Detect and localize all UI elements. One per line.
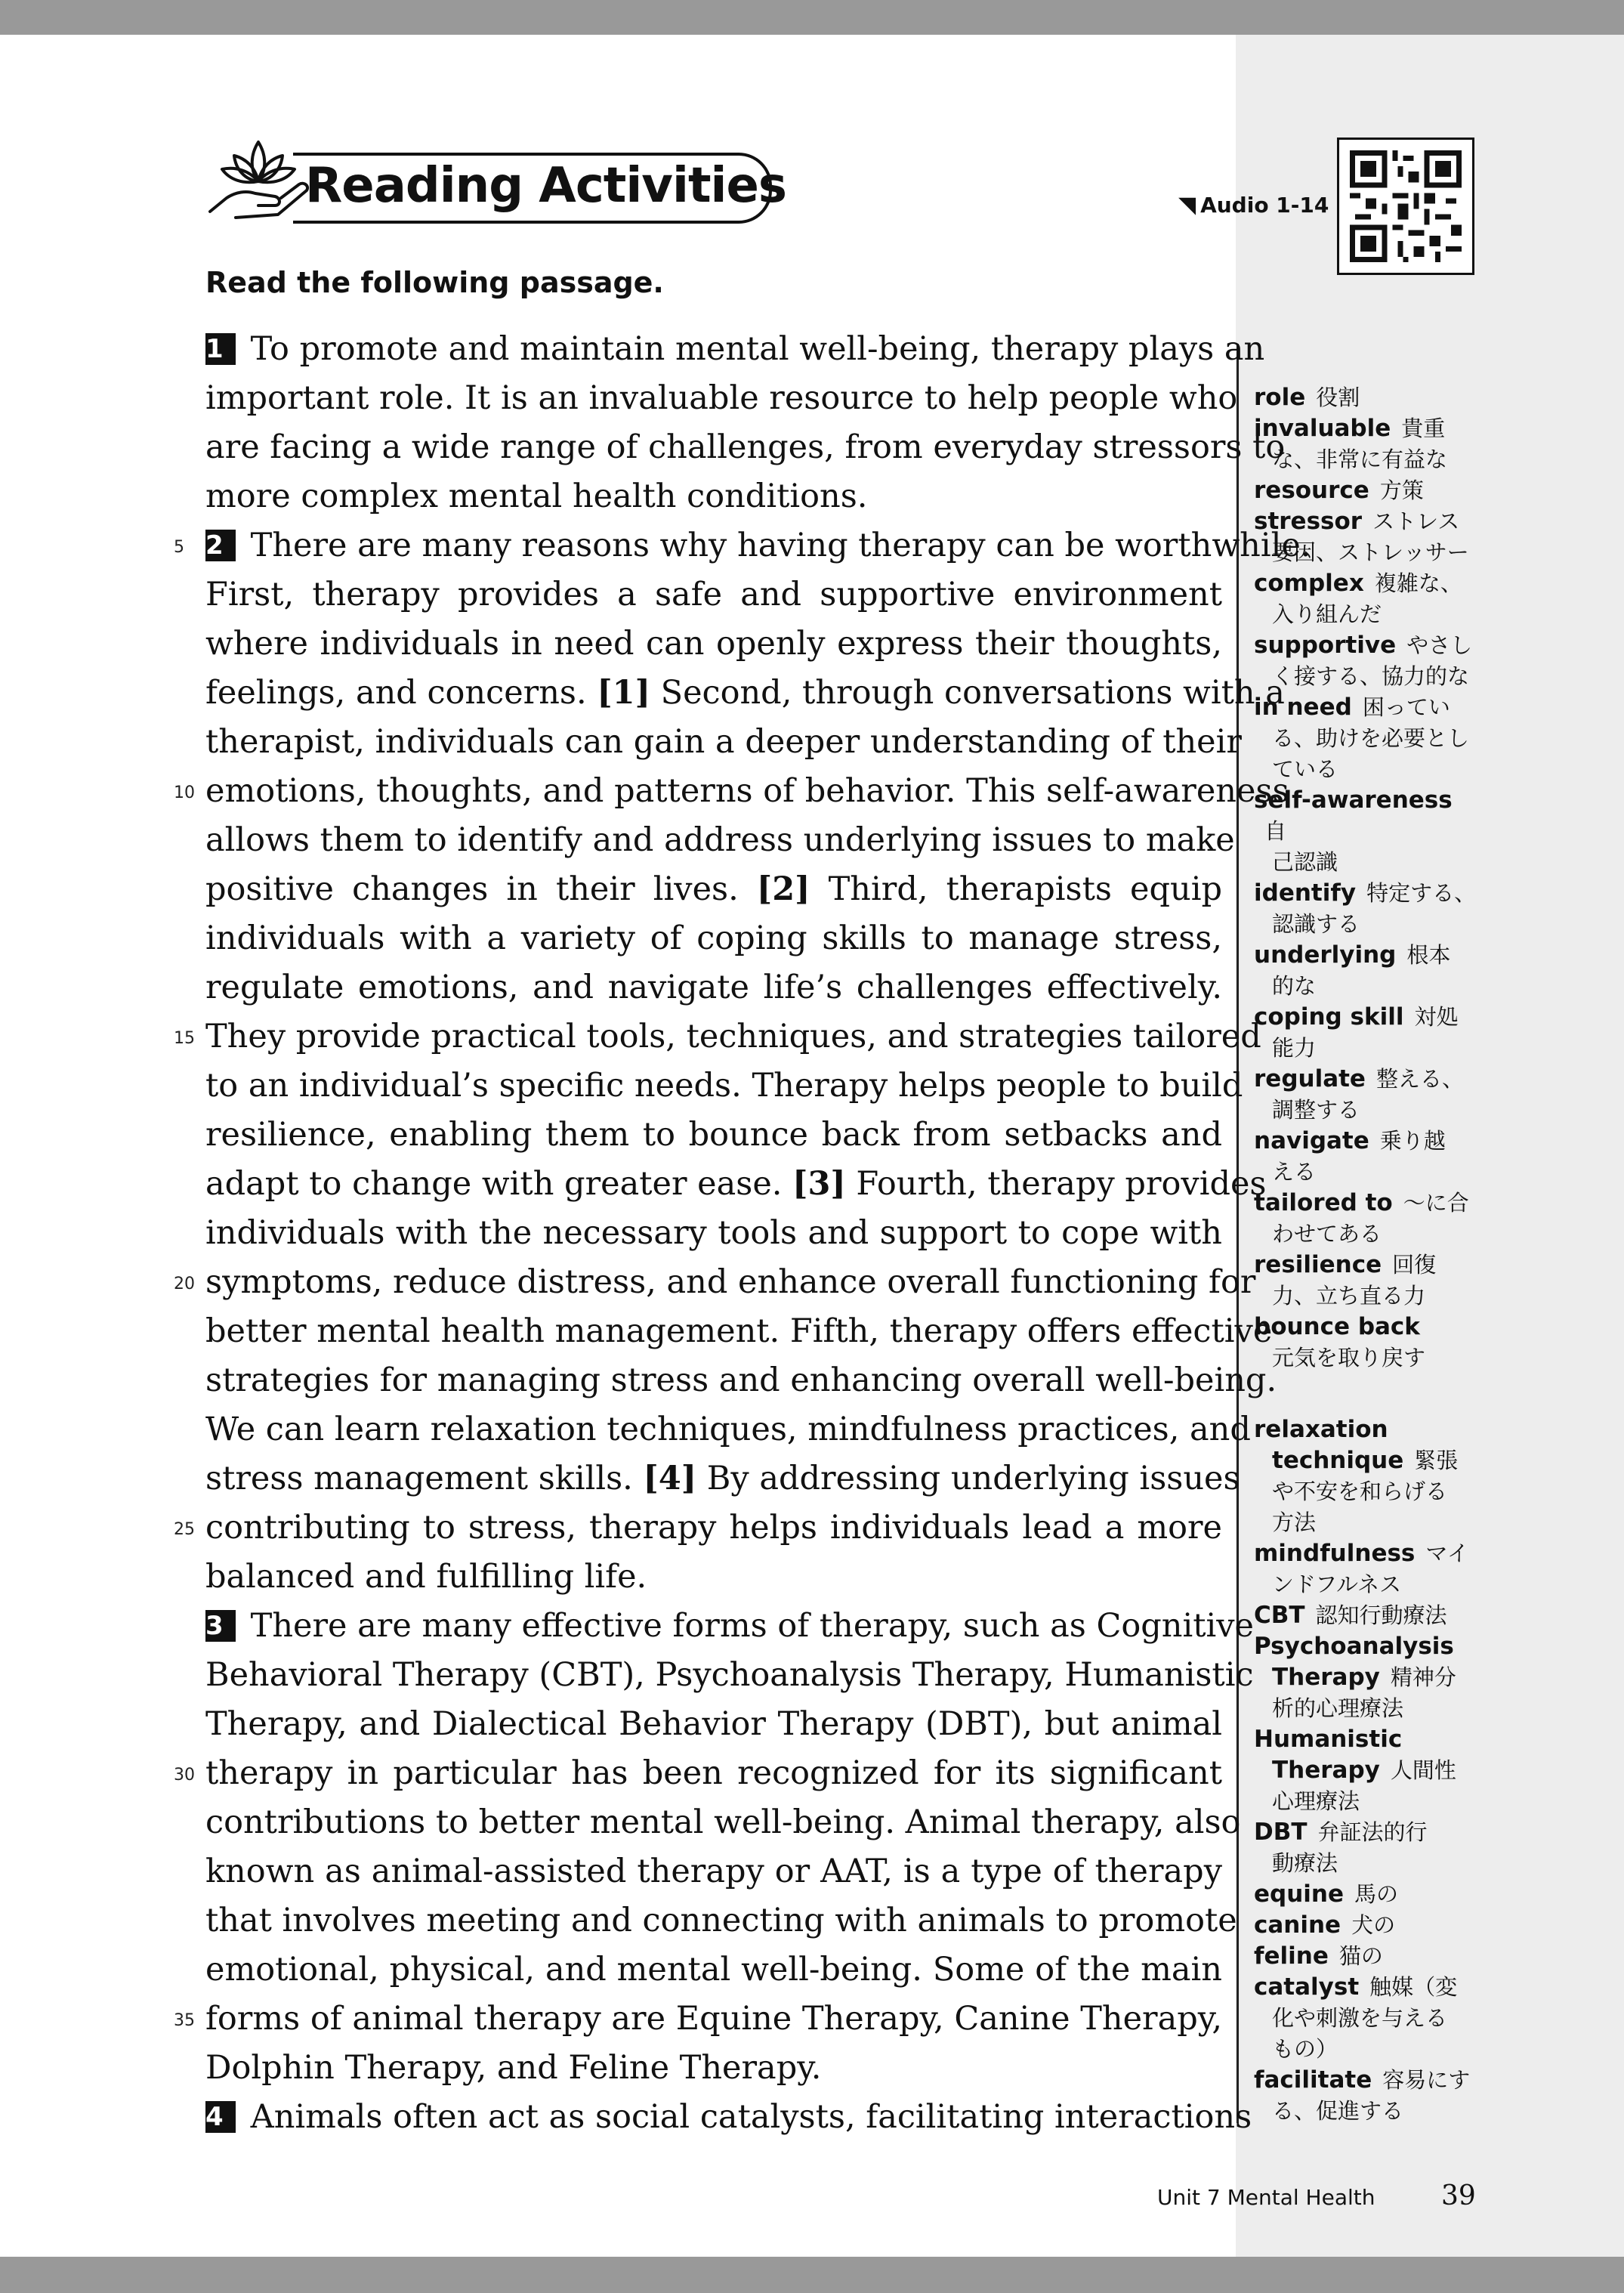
glossary-gloss: 方策: [1379, 477, 1424, 503]
passage-line: [205, 669, 1285, 718]
glossary-term: DBT: [1254, 1819, 1308, 1846]
glossary-gloss-continued: 要因、ストレッサー: [1272, 539, 1469, 565]
passage-text: regulate emotions, and navigate life’s challenges effectively.: [205, 969, 1222, 1006]
paragraph-number: 1: [205, 333, 236, 365]
passage-line: [205, 1209, 1222, 1258]
glossary-gloss-continued: ンドフルネス: [1272, 1571, 1402, 1597]
passage-line: [205, 1651, 1254, 1700]
glossary-gloss: 困ってい: [1362, 694, 1450, 720]
insertion-marker: [1]: [597, 674, 650, 712]
glossary-term: relaxation: [1254, 1416, 1388, 1443]
glossary-gloss-continued: 能力: [1272, 1035, 1317, 1061]
glossary-term: Humanistic: [1254, 1726, 1403, 1753]
glossary-entry: [1254, 1250, 1480, 1312]
passage-text: feelings, and concerns.: [205, 674, 597, 712]
glossary-gloss: 根本: [1406, 942, 1451, 968]
glossary-term: Psychoanalysis: [1254, 1633, 1454, 1660]
instruction: Read the following passage.: [205, 266, 664, 299]
insertion-marker: [4]: [643, 1460, 697, 1497]
glossary-term: resilience: [1254, 1251, 1382, 1278]
audio-label[interactable]: [1178, 192, 1329, 218]
passage-text: To promote and maintain mental well-being, therapy plays an: [240, 330, 1265, 368]
line-number: 20: [174, 1275, 195, 1293]
glossary-term: stressor: [1254, 508, 1363, 535]
passage-text: emotions, thoughts, and patterns of behavior. This self-awareness: [205, 772, 1289, 810]
passage-text: symptoms, reduce distress, and enhance overall functioning for: [205, 1263, 1256, 1301]
qr-code-icon: [1350, 150, 1462, 262]
passage-line: [205, 570, 1222, 620]
passage-line: [205, 1798, 1241, 1847]
glossary-term: role: [1254, 384, 1306, 411]
glossary-gloss: 回復: [1392, 1252, 1437, 1278]
passage-text: contributing to stress, therapy helps individuals lead a more: [205, 1509, 1222, 1547]
passage-text: more complex mental health conditions.: [205, 477, 868, 515]
passage-text: are facing a wide range of challenges, from everyday stressors to: [205, 428, 1286, 466]
glossary-term: facilitate: [1254, 2066, 1372, 2094]
glossary-term: CBT: [1254, 1602, 1305, 1629]
passage-line: [205, 1307, 1273, 1356]
insertion-marker: [2]: [756, 870, 810, 908]
passage-text: to an individual’s specific needs. Therapy helps people to build: [205, 1067, 1243, 1105]
glossary-term: identify: [1254, 879, 1357, 907]
line-number: 5: [174, 538, 184, 557]
glossary-term: underlying: [1254, 941, 1397, 969]
passage-text: By addressing underlying issues: [696, 1460, 1240, 1497]
passage-text: There are many reasons why having therapy can be worthwhile.: [240, 527, 1311, 564]
glossary-gloss: 特定する、: [1366, 880, 1477, 906]
passage-line: [205, 1700, 1222, 1749]
glossary-entry: [1254, 1817, 1480, 1879]
glossary-term-continued: [1254, 1662, 1480, 1693]
passage-line: [205, 1111, 1222, 1160]
passage-text: Animals often act as social catalysts, facilitating interactions: [240, 2098, 1252, 2136]
glossary-gloss-continued: る、促進する: [1272, 2098, 1404, 2124]
passage-line: [205, 521, 1311, 570]
glossary-gloss: 猫の: [1338, 1943, 1383, 1969]
glossary-term: catalyst: [1254, 1973, 1360, 2001]
line-number: 25: [174, 1520, 195, 1539]
glossary-term-continued: [1254, 1445, 1480, 1476]
passage-text: individuals with a variety of coping skills to manage stress,: [205, 919, 1222, 957]
passage-text: therapy in particular has been recognized for its significant: [205, 1754, 1222, 1792]
glossary-gloss: 整える、: [1375, 1066, 1464, 1092]
passage-line: [205, 767, 1289, 816]
passage-line: [205, 1454, 1240, 1503]
glossary-entry: [1254, 630, 1480, 692]
glossary-gloss-continued: 認識する: [1272, 911, 1360, 937]
glossary-entry: [1254, 940, 1480, 1002]
glossary-gloss: 容易にす: [1382, 2067, 1471, 2093]
glossary-term: invaluable: [1254, 415, 1391, 442]
glossary-term: regulate: [1254, 1065, 1366, 1092]
section-title: Reading Activities: [305, 158, 786, 214]
glossary-gloss: 〜に合: [1403, 1190, 1469, 1216]
passage-line: [205, 963, 1222, 1012]
glossary-list-lower: [1254, 1414, 1480, 2127]
glossary-gloss-continued: 入り組んだ: [1272, 601, 1382, 627]
glossary-gloss-continued: もの）: [1272, 2036, 1338, 2062]
glossary-term: canine: [1254, 1911, 1341, 1939]
glossary-entry: [1254, 785, 1480, 878]
glossary-gloss: 複雑な、: [1374, 570, 1462, 596]
glossary-gloss: 人間性: [1390, 1757, 1456, 1783]
passage-text: important role. It is an invaluable resource to help people who: [205, 379, 1238, 417]
glossary-gloss-continued: える: [1272, 1159, 1317, 1185]
passage-text: stress management skills.: [205, 1460, 644, 1497]
passage-text: Behavioral Therapy (CBT), Psychoanalysis Therapy, Humanistic: [205, 1656, 1254, 1694]
glossary-gloss: 貴重: [1401, 416, 1446, 441]
passage-text: We can learn relaxation techniques, mindfulness practices, and: [205, 1411, 1251, 1448]
glossary-gloss: 弁証法的行: [1317, 1819, 1428, 1845]
passage-text: contributions to better mental well-being. Animal therapy, also: [205, 1803, 1241, 1841]
passage-line: [205, 1356, 1277, 1405]
line-number: 10: [174, 783, 195, 802]
glossary-gloss: 乗り越: [1379, 1128, 1446, 1154]
glossary-gloss: 馬の: [1354, 1881, 1399, 1907]
passage-line: [205, 1012, 1261, 1062]
paragraph-number: 2: [205, 530, 236, 561]
glossary-gloss-continued: や不安を和らげる: [1272, 1479, 1448, 1504]
passage-line: [205, 1995, 1222, 2044]
glossary-entry: [1254, 475, 1480, 506]
glossary-entry: [1254, 1972, 1480, 2065]
glossary-list: [1254, 382, 1480, 1374]
glossary-gloss: 認知行動療法: [1315, 1602, 1447, 1628]
glossary-gloss: 精神分: [1390, 1664, 1456, 1690]
passage-line: [205, 1896, 1237, 1945]
glossary-entry: [1254, 1631, 1480, 1724]
paragraph-number: 4: [205, 2101, 236, 2133]
passage-line: [205, 472, 1222, 521]
glossary-gloss-continued: 力、立ち直る力: [1272, 1283, 1426, 1309]
page-number: 39: [1441, 2180, 1476, 2211]
passage-text: emotional, physical, and mental well-being. Some of the main: [205, 1951, 1222, 1989]
glossary-entry: [1254, 382, 1480, 413]
line-number: 30: [174, 1766, 195, 1785]
glossary-entry: [1254, 1724, 1480, 1817]
glossary-term-part: Therapy: [1272, 1757, 1380, 1784]
glossary-gloss-continued: 元気を取り戻す: [1272, 1345, 1426, 1371]
glossary-divider: [1237, 344, 1239, 2123]
bottom-bar: [0, 2257, 1624, 2293]
glossary-entry: [1254, 1002, 1480, 1064]
glossary-gloss: マイ: [1425, 1541, 1469, 1566]
passage-text: They provide practical tools, techniques, and strategies tailored: [205, 1018, 1261, 1055]
line-number: 35: [174, 2011, 195, 2030]
qr-code[interactable]: [1337, 138, 1474, 275]
passage-text: adapt to change with greater ease.: [205, 1165, 793, 1203]
passage-text: positive changes in their lives.: [205, 870, 757, 908]
glossary-entry: [1254, 1879, 1480, 1910]
passage-line: [205, 816, 1235, 865]
glossary-term: feline: [1254, 1942, 1329, 1970]
paragraph-number: 3: [205, 1610, 236, 1642]
glossary-term: complex: [1254, 570, 1364, 597]
passage-line: [205, 865, 1222, 914]
passage-text: that involves meeting and connecting with animals to promote: [205, 1902, 1237, 1939]
passage-text: better mental health management. Fifth, therapy offers effective: [205, 1312, 1273, 1350]
passage-text: where individuals in need can openly express their thoughts,: [205, 625, 1222, 663]
footer-unit: Unit 7 Mental Health: [1157, 2185, 1375, 2210]
glossary-entry: [1254, 1064, 1480, 1126]
passage-text: Third, therapists equip: [810, 870, 1222, 908]
glossary-term: mindfulness: [1254, 1540, 1416, 1567]
passage-text: There are many effective forms of therapy, such as Cognitive: [240, 1607, 1255, 1645]
passage-text: Second, through conversations with a: [650, 674, 1285, 712]
glossary-term: equine: [1254, 1880, 1345, 1908]
passage-text: strategies for managing stress and enhancing overall well-being.: [205, 1361, 1277, 1399]
passage-line: [205, 2093, 1252, 2142]
glossary-term-part: technique: [1272, 1447, 1404, 1474]
passage-line: [205, 1405, 1251, 1454]
glossary-gloss-continued: 析的心理療法: [1272, 1695, 1404, 1721]
glossary-entry: [1254, 1600, 1480, 1631]
glossary-term: bounce back: [1254, 1313, 1420, 1340]
glossary-entry: [1254, 1126, 1480, 1188]
glossary-entry: [1254, 1538, 1480, 1600]
glossary-entry: [1254, 1312, 1480, 1374]
glossary-entry: [1254, 1941, 1480, 1972]
audio-icon: ◥: [1178, 192, 1196, 218]
passage-text: allows them to identify and address underlying issues to make: [205, 821, 1235, 859]
glossary-term: navigate: [1254, 1127, 1369, 1154]
section-header: [205, 136, 795, 227]
glossary-gloss-continued: 心理療法: [1272, 1788, 1360, 1814]
glossary-term: tailored to: [1254, 1189, 1393, 1216]
glossary-gloss: やさし: [1406, 632, 1473, 658]
passage-line: [205, 1847, 1222, 1896]
passage-line: [205, 718, 1242, 767]
glossary-gloss: 対処: [1414, 1004, 1459, 1030]
passage-line: [205, 1553, 1222, 1602]
passage-text: Therapy, and Dialectical Behavior Therapy (DBT), but animal: [205, 1705, 1222, 1743]
glossary-entry: [1254, 878, 1480, 940]
top-bar: [0, 0, 1624, 35]
passage-text: First, therapy provides a safe and supportive environment: [205, 576, 1222, 613]
passage-line: [205, 1258, 1256, 1307]
passage-text: individuals with the necessary tools and support to cope with: [205, 1214, 1222, 1252]
glossary-entry: [1254, 2065, 1480, 2127]
passage-text: therapist, individuals can gain a deeper understanding of their: [205, 723, 1242, 761]
glossary-gloss-continued: 調整する: [1272, 1097, 1360, 1123]
glossary-term: supportive: [1254, 632, 1397, 659]
glossary-entry: [1254, 413, 1480, 475]
glossary-entry: [1254, 1188, 1480, 1250]
insertion-marker: [3]: [792, 1165, 846, 1203]
glossary-gloss: 役割: [1316, 385, 1360, 410]
passage-text: forms of animal therapy are Equine Therapy, Canine Therapy,: [205, 2000, 1222, 2038]
glossary-gloss-continued: 化や刺激を与える: [1272, 2005, 1448, 2031]
passage-line: [205, 620, 1222, 669]
glossary-term: self-awareness: [1254, 786, 1453, 814]
glossary-gloss-continued: 的な: [1272, 973, 1317, 999]
glossary-gloss: 触媒（変: [1369, 1974, 1458, 2000]
glossary-entry: [1254, 1414, 1480, 1538]
passage-line: [205, 914, 1222, 963]
passage-text: Dolphin Therapy, and Feline Therapy.: [205, 2049, 822, 2087]
passage-line: [205, 374, 1238, 423]
passage-text: Fourth, therapy provides: [845, 1165, 1267, 1203]
glossary-entry: [1254, 506, 1480, 568]
passage-line: [205, 1945, 1222, 1995]
passage-line: [205, 2044, 1222, 2093]
line-number: 15: [174, 1029, 195, 1048]
glossary-gloss: 緊張: [1414, 1448, 1459, 1473]
glossary-gloss: 犬の: [1351, 1912, 1396, 1938]
passage-line: [205, 423, 1286, 472]
glossary-term: resource: [1254, 477, 1369, 504]
glossary-gloss: ストレス: [1372, 508, 1460, 534]
glossary-gloss-continued: る、助けを必要とし: [1272, 725, 1470, 751]
glossary-gloss-continued: ている: [1272, 756, 1338, 782]
glossary-term: coping skill: [1254, 1003, 1404, 1031]
glossary-entry: [1254, 1910, 1480, 1941]
passage-text: resilience, enabling them to bounce back from setbacks and: [205, 1116, 1222, 1154]
glossary-entry: [1254, 692, 1480, 785]
passage-line: [205, 1503, 1222, 1553]
glossary-gloss-continued: 方法: [1272, 1510, 1317, 1535]
glossary-gloss: 自: [1264, 818, 1287, 844]
passage-text: known as animal-assisted therapy or AAT, is a type of therapy: [205, 1853, 1222, 1890]
glossary-gloss-continued: わせてある: [1272, 1221, 1382, 1247]
glossary-gloss-continued: く接する、協力的な: [1272, 663, 1470, 689]
glossary-entry: [1254, 568, 1480, 630]
audio-track: Audio 1-14: [1200, 193, 1329, 218]
passage-line: [205, 325, 1265, 374]
passage-line: [205, 1160, 1267, 1209]
glossary-term: in need: [1254, 694, 1352, 721]
glossary-term-part: Therapy: [1272, 1664, 1380, 1691]
passage-line: [205, 1062, 1243, 1111]
glossary-term-continued: [1254, 1755, 1480, 1786]
passage-line: [205, 1749, 1222, 1798]
passage-text: balanced and fulfilling life.: [205, 1558, 647, 1596]
glossary-gloss-continued: 己認識: [1272, 849, 1338, 875]
glossary-gloss-continued: 動療法: [1272, 1850, 1338, 1876]
passage-line: [205, 1602, 1255, 1651]
glossary-gloss-continued: な、非常に有益な: [1272, 447, 1448, 472]
